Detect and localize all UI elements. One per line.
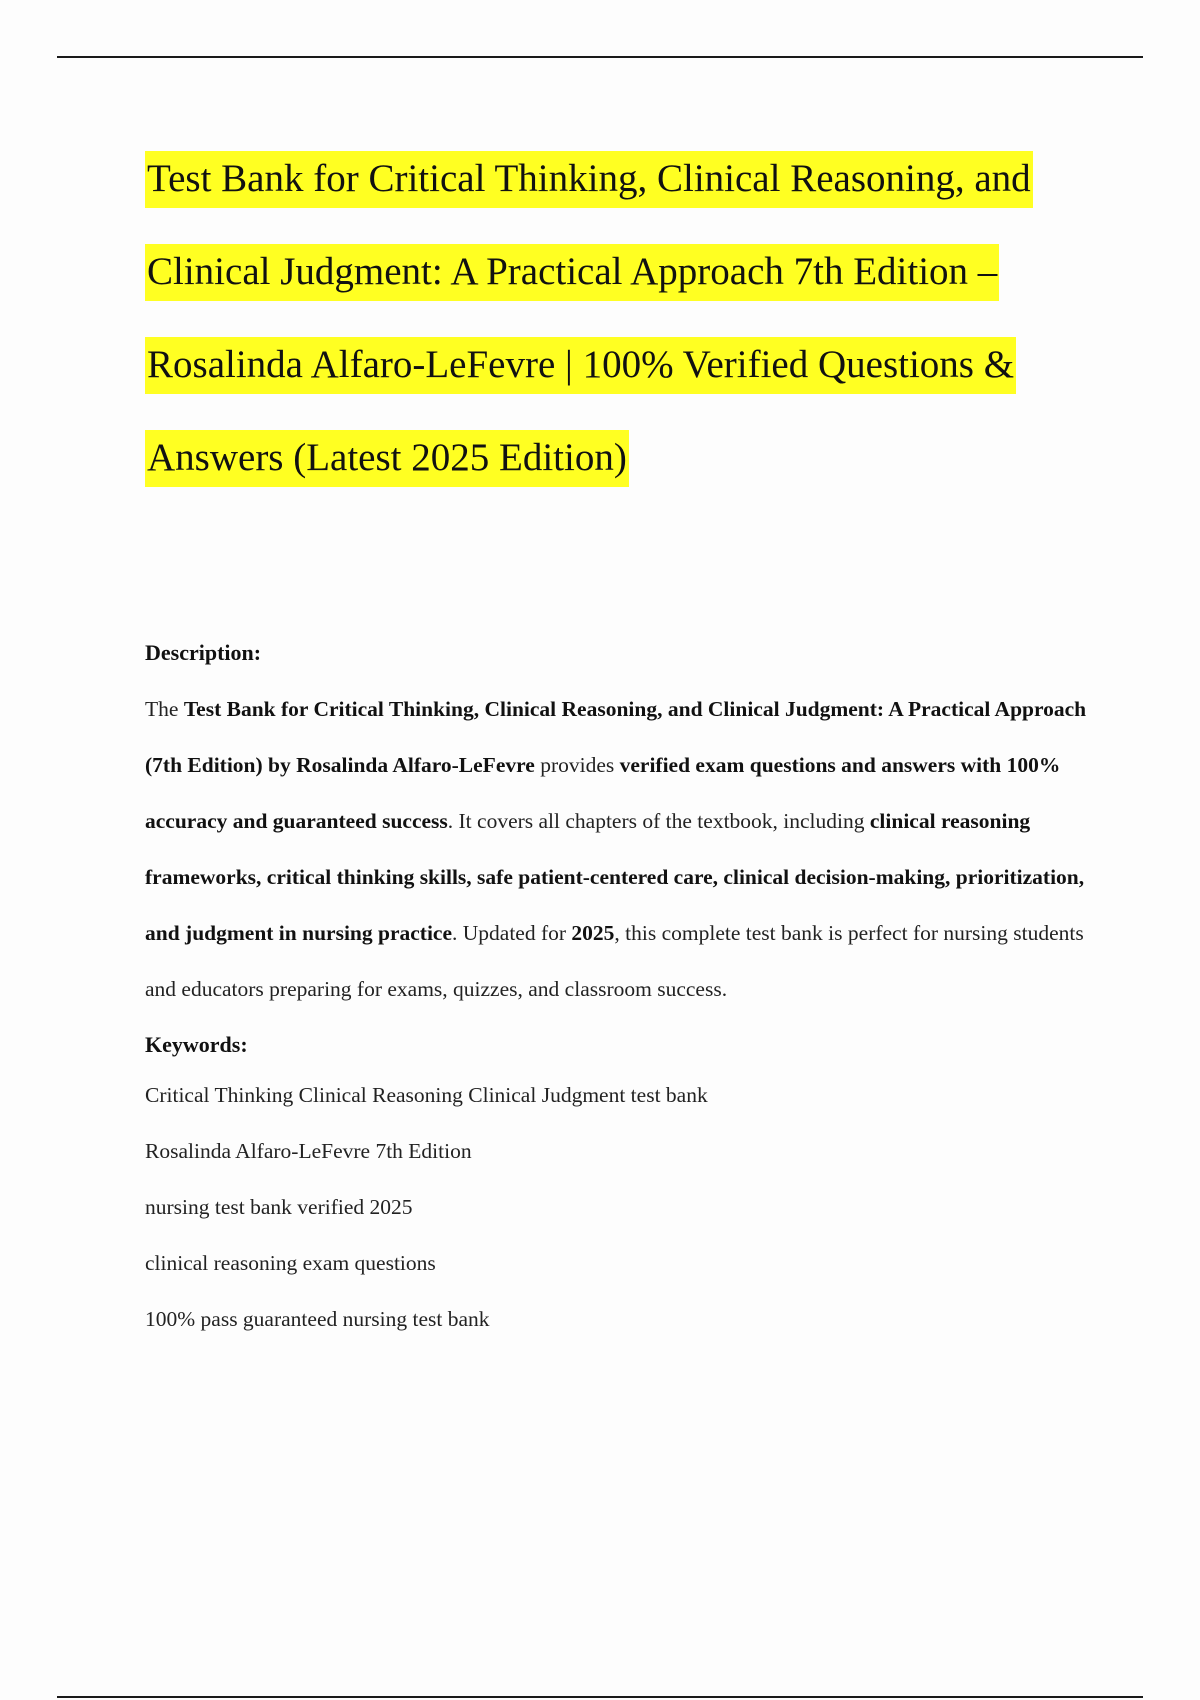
title-line <box>145 132 1105 225</box>
document-body <box>145 637 1100 1347</box>
document-title <box>145 132 1105 504</box>
description-text: provides <box>534 753 620 777</box>
keyword-item: 100% pass guaranteed nursing test bank <box>145 1307 490 1331</box>
description-bold-text: Test Bank for Critical Thinking, Clinical Reasoning, and Clinical Judgment: A Practical Approach (7th Edition) by Rosalinda Alfaro-LeFevre <box>145 697 1087 777</box>
keyword-item: Critical Thinking Clinical Reasoning Clinical Judgment test bank <box>145 1083 708 1107</box>
keyword-item: clinical reasoning exam questions <box>145 1251 436 1275</box>
description-text: . Updated for <box>452 921 572 945</box>
description-text: , this complete test bank is perfect for nursing students and educators preparing for exams, quizzes, and classroom success. <box>145 921 1084 1001</box>
description-text: . It covers all chapters of the textbook, including <box>447 809 870 833</box>
title-line-text: Clinical Judgment: A Practical Approach 7th Edition – <box>145 244 999 301</box>
title-line-text: Answers (Latest 2025 Edition) <box>145 430 629 487</box>
description-bold-text: clinical reasoning frameworks, critical thinking skills, safe patient-centered care, clinical decision-making, prioritization, and judgment in nursing practice <box>145 809 1085 945</box>
description-bold-text: 2025 <box>571 921 615 945</box>
footer-rule <box>57 1696 1143 1698</box>
title-line <box>145 225 1105 318</box>
description-paragraph <box>145 681 1100 1017</box>
title-line-text: Test Bank for Critical Thinking, Clinical Reasoning, and <box>145 151 1033 208</box>
title-line-text: Rosalinda Alfaro-LeFevre | 100% Verified Questions & <box>145 337 1016 394</box>
title-line <box>145 318 1105 411</box>
keywords-heading: Keywords: <box>145 1032 248 1057</box>
description-heading: Description: <box>145 640 262 665</box>
description-text: The <box>145 697 184 721</box>
keyword-item: Rosalinda Alfaro-LeFevre 7th Edition <box>145 1139 472 1163</box>
keywords-list <box>145 1067 1100 1347</box>
header-rule <box>57 56 1143 58</box>
title-line <box>145 411 1105 504</box>
description-bold-text: verified exam questions and answers with 100% accuracy and guaranteed success <box>145 753 1061 833</box>
keyword-item: nursing test bank verified 2025 <box>145 1195 413 1219</box>
